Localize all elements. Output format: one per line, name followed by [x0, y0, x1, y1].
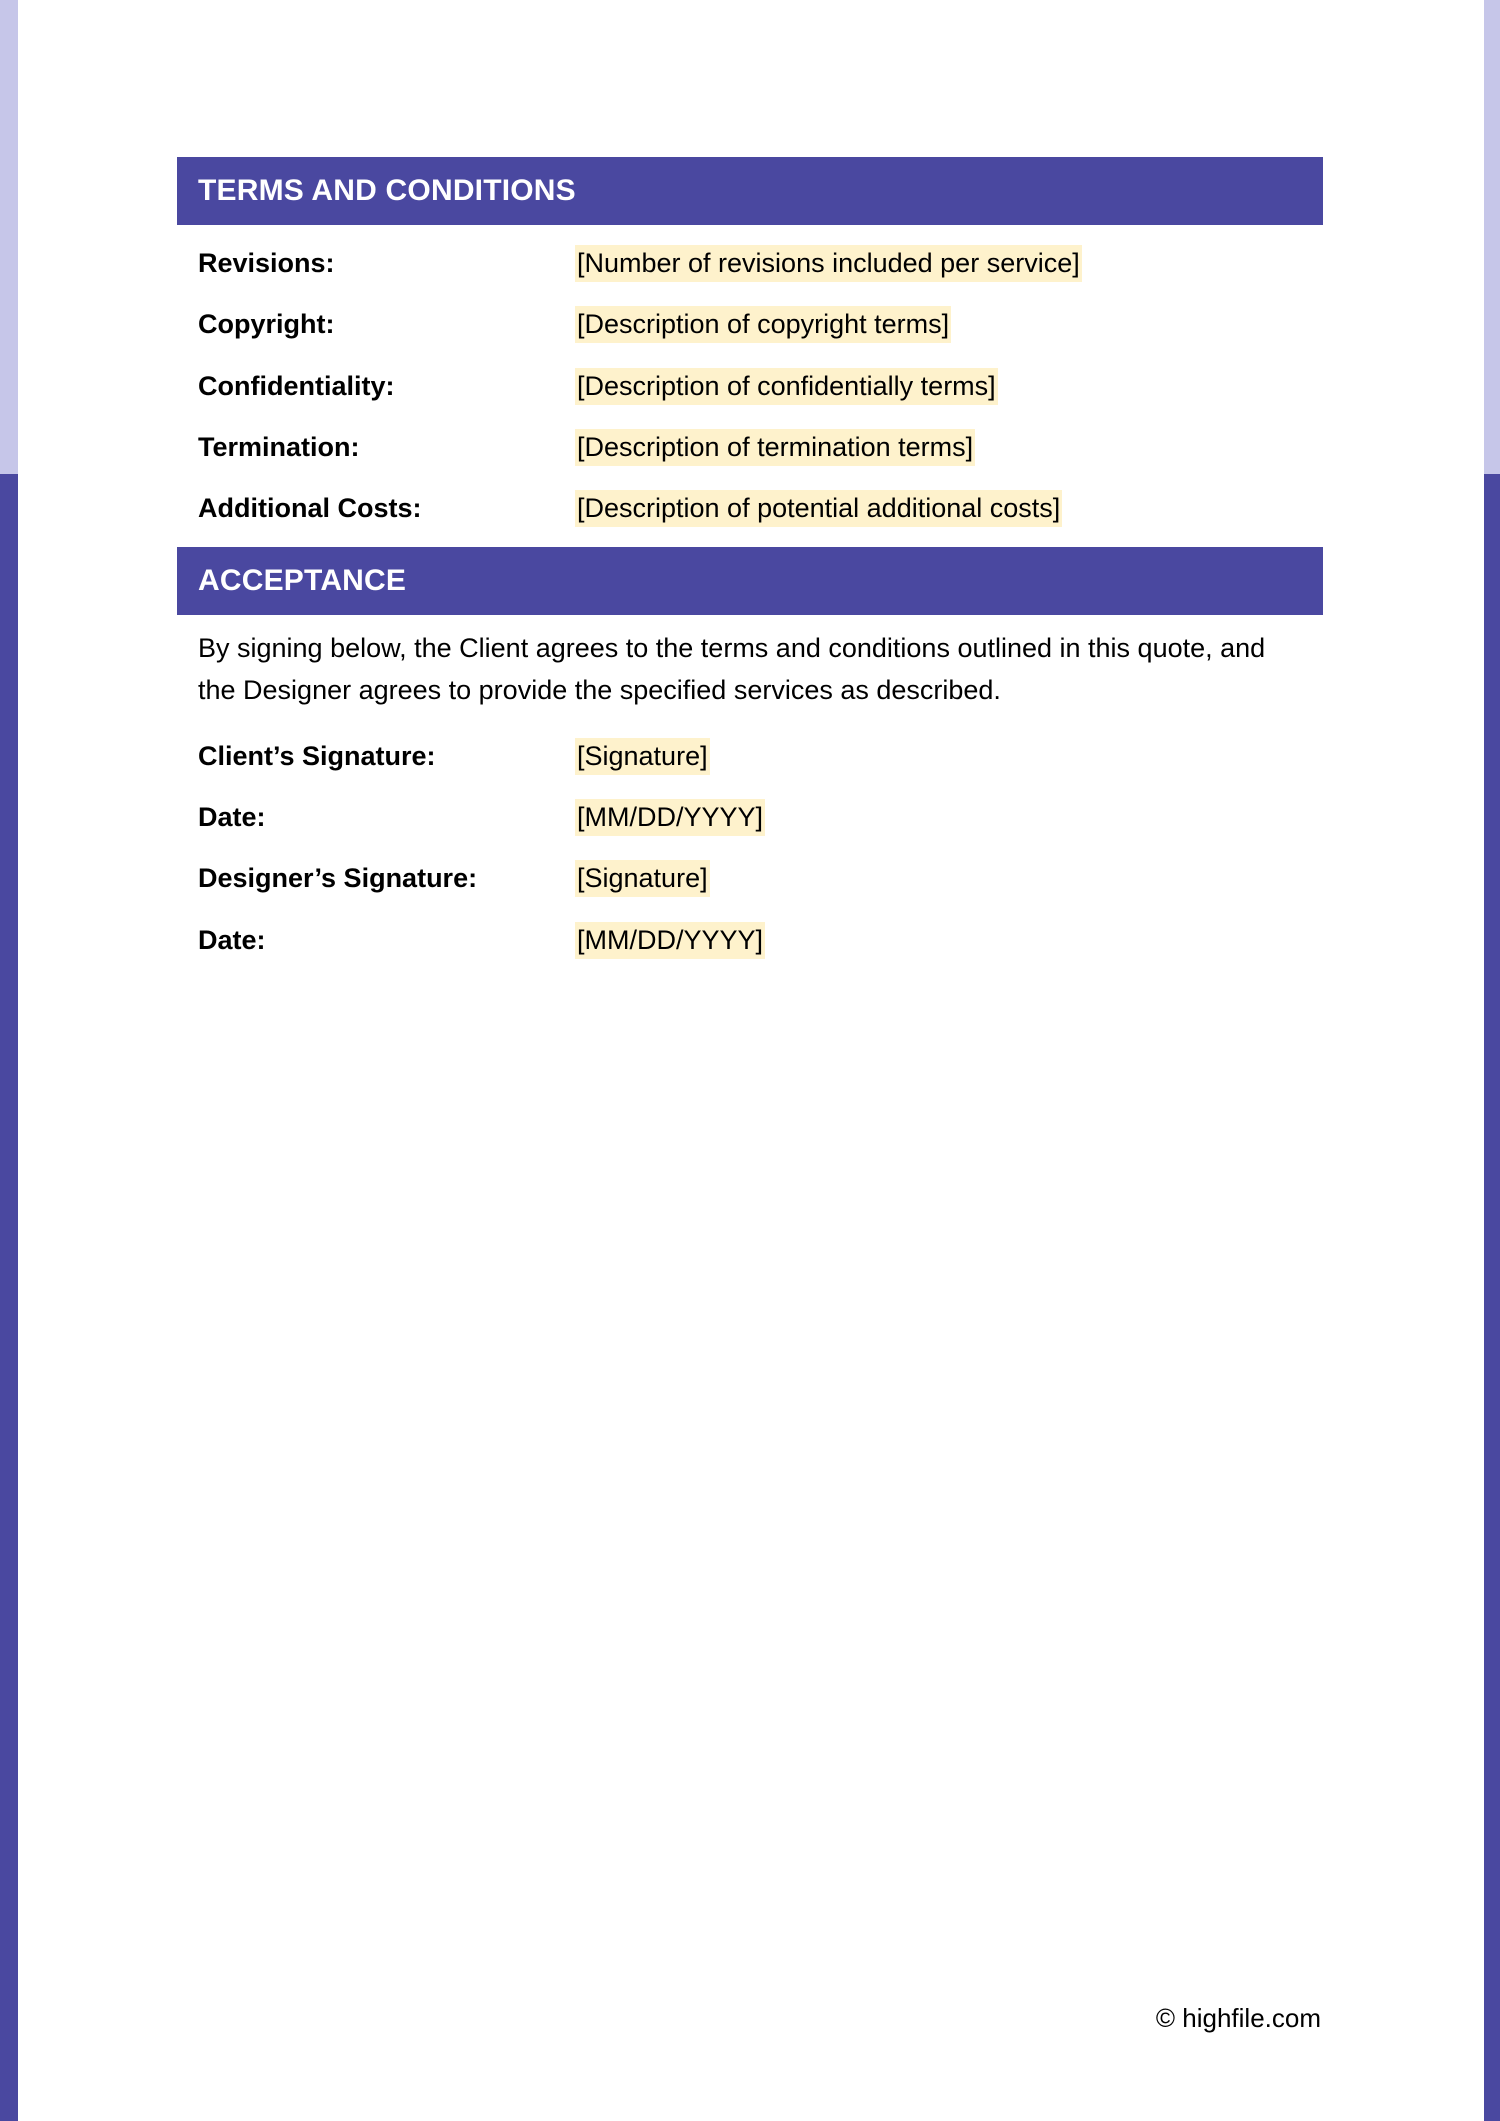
- client-date-label: Date:: [198, 801, 266, 832]
- designer-signature-field[interactable]: [Signature]: [575, 860, 710, 897]
- acceptance-row-client-date: [177, 787, 1323, 848]
- client-signature-field[interactable]: [Signature]: [575, 738, 710, 775]
- terms-row-additional-costs: [177, 478, 1323, 539]
- designer-date-label: Date:: [198, 924, 266, 955]
- acceptance-rows: [177, 719, 1323, 970]
- terms-section-header: [177, 157, 1323, 225]
- acceptance-section: [177, 547, 1323, 970]
- acceptance-section-header: [177, 547, 1323, 615]
- terms-row-revisions: [177, 233, 1323, 294]
- confidentiality-label: Confidentiality:: [198, 370, 395, 401]
- client-date-field[interactable]: [MM/DD/YYYY]: [575, 799, 765, 836]
- revisions-label: Revisions:: [198, 248, 335, 279]
- left-accent-bar-dark: [0, 474, 18, 2121]
- right-accent-bar-light: [1484, 0, 1500, 474]
- terms-row-confidentiality: [177, 356, 1323, 417]
- copyright-value-field[interactable]: [Description of copyright terms]: [575, 306, 951, 343]
- terms-title: TERMS AND CONDITIONS: [198, 174, 576, 207]
- acceptance-paragraph: By signing below, the Client agrees to the terms and conditions outlined in this quote, and the Designer agrees to provide the specified services as described.: [198, 633, 1266, 706]
- additional-costs-value-field[interactable]: [Description of potential additional costs]: [575, 490, 1062, 527]
- left-accent-bar-light: [0, 0, 18, 474]
- acceptance-row-designer-date: [177, 909, 1323, 970]
- acceptance-title: ACCEPTANCE: [198, 564, 407, 598]
- terms-row-termination: [177, 417, 1323, 478]
- client-signature-label: Client’s Signature:: [198, 740, 436, 771]
- acceptance-row-designer-signature: [177, 848, 1323, 909]
- designer-signature-label: Designer’s Signature:: [198, 863, 478, 894]
- footer-copyright: © highfile.com: [1155, 2003, 1321, 2033]
- right-accent-bar-dark: [1484, 474, 1500, 2121]
- document-content: [177, 157, 1323, 971]
- terms-section: [177, 157, 1323, 547]
- acceptance-row-client-signature: [177, 725, 1323, 786]
- revisions-value-field[interactable]: [Number of revisions included per service]: [575, 245, 1082, 282]
- confidentiality-value-field[interactable]: [Description of confidentially terms]: [575, 368, 998, 405]
- terms-row-copyright: [177, 294, 1323, 355]
- designer-date-field[interactable]: [MM/DD/YYYY]: [575, 922, 765, 959]
- additional-costs-label: Additional Costs:: [198, 493, 422, 524]
- terms-rows: [177, 225, 1323, 547]
- termination-value-field[interactable]: [Description of termination terms]: [575, 429, 975, 466]
- copyright-label: Copyright:: [198, 309, 335, 340]
- termination-label: Termination:: [198, 432, 360, 463]
